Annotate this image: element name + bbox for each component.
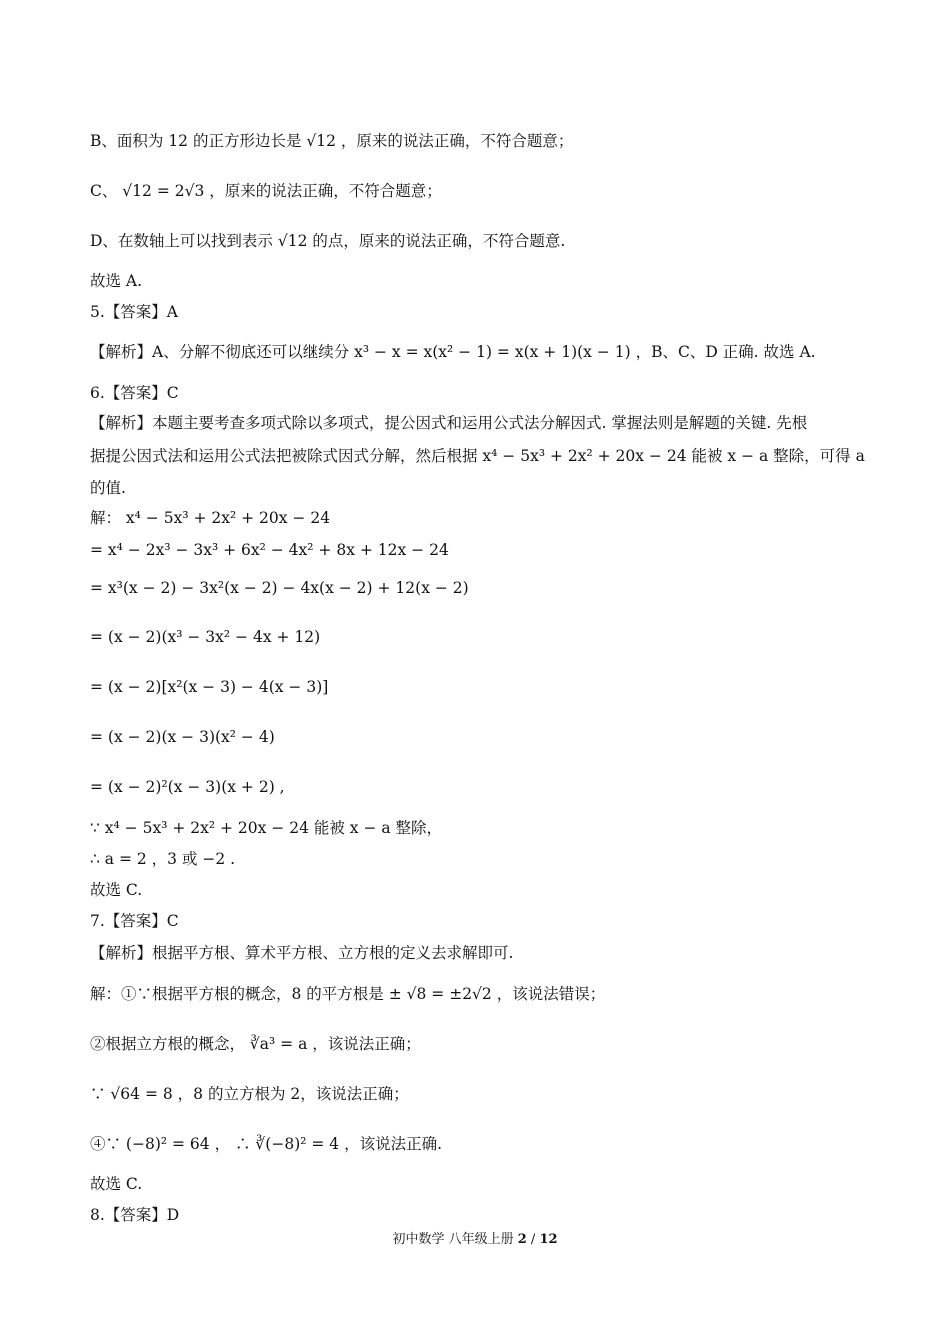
footer-page-total: 12 [539,1232,558,1247]
footer-page-number: 2 [517,1232,527,1247]
text-line: 故选 C. [90,881,143,899]
solution-step: ②根据立方根的概念， ∛a³ = a ，该说法正确； [90,1035,421,1053]
solution-step: = (x − 2)[x²(x − 3) − 4(x − 3)] [90,678,329,696]
analysis-line: 【解析】本题主要考查多项式除以多项式，提公因式和运用公式法分解因式. 掌握法则是解题的关键. 先根 [90,414,808,432]
solution-step: = x³(x − 2) − 3x²(x − 2) − 4x(x − 2) + 12(x − 2) [90,579,469,597]
solution-step: ∵ √64 = 8 ，8 的立方根为 2，该说法正确； [90,1085,409,1103]
solution-step: ④∵ (−8)² = 64 ， ∴ ∛(−8)² = 4 ，该说法正确. [90,1135,443,1153]
text-line: 故选 A. [90,272,143,290]
analysis-line: 【解析】根据平方根、算术平方根、立方根的定义去求解即可. [90,944,514,962]
text-line: B、面积为 12 的正方形边长是 √12 ，原来的说法正确，不符合题意； [90,132,574,150]
solution-step: 解：①∵根据平方根的概念，8 的平方根是 ± √8 = ±2√2 ，该说法错误； [90,985,606,1003]
question-answer: 6.【答案】C [90,384,179,402]
solution-step: 解： x⁴ − 5x³ + 2x² + 20x − 24 [90,509,331,527]
footer-course: 初中数学 八年级上册 [392,1232,514,1247]
solution-step: ∵ x⁴ − 5x³ + 2x² + 20x − 24 能被 x − a 整除， [90,819,443,837]
solution-step: ∴ a = 2 ，3 或 −2 . [90,850,236,868]
page-footer [0,1228,950,1247]
text-line: D、在数轴上可以找到表示 √12 的点，原来的说法正确，不符合题意. [90,232,566,250]
solution-step: = (x − 2)(x³ − 3x² − 4x + 12) [90,628,321,646]
solution-step: = (x − 2)(x − 3)(x² − 4) [90,728,275,746]
footer-separator: / [526,1232,540,1247]
question-answer: 5.【答案】A [90,303,178,321]
solution-step: = (x − 2)²(x − 3)(x + 2) , [90,778,285,796]
analysis-line: 据提公因式法和运用公式法把被除式因式分解，然后根据 x⁴ − 5x³ + 2x² + 20x − 24 能被 x − a 整除，可得 a [90,447,865,465]
text-line: C、 √12 = 2√3 ，原来的说法正确，不符合题意； [90,182,442,200]
question-answer: 7.【答案】C [90,912,179,930]
text-line: 故选 C. [90,1175,143,1193]
analysis-line: 的值. [90,479,126,497]
solution-step: = x⁴ − 2x³ − 3x³ + 6x² − 4x² + 8x + 12x − 24 [90,541,449,559]
question-answer: 8.【答案】D [90,1206,180,1224]
analysis-line: 【解析】A、分解不彻底还可以继续分 x³ − x = x(x² − 1) = x(x + 1)(x − 1) ，B、C、D 正确. 故选 A. [90,343,816,361]
